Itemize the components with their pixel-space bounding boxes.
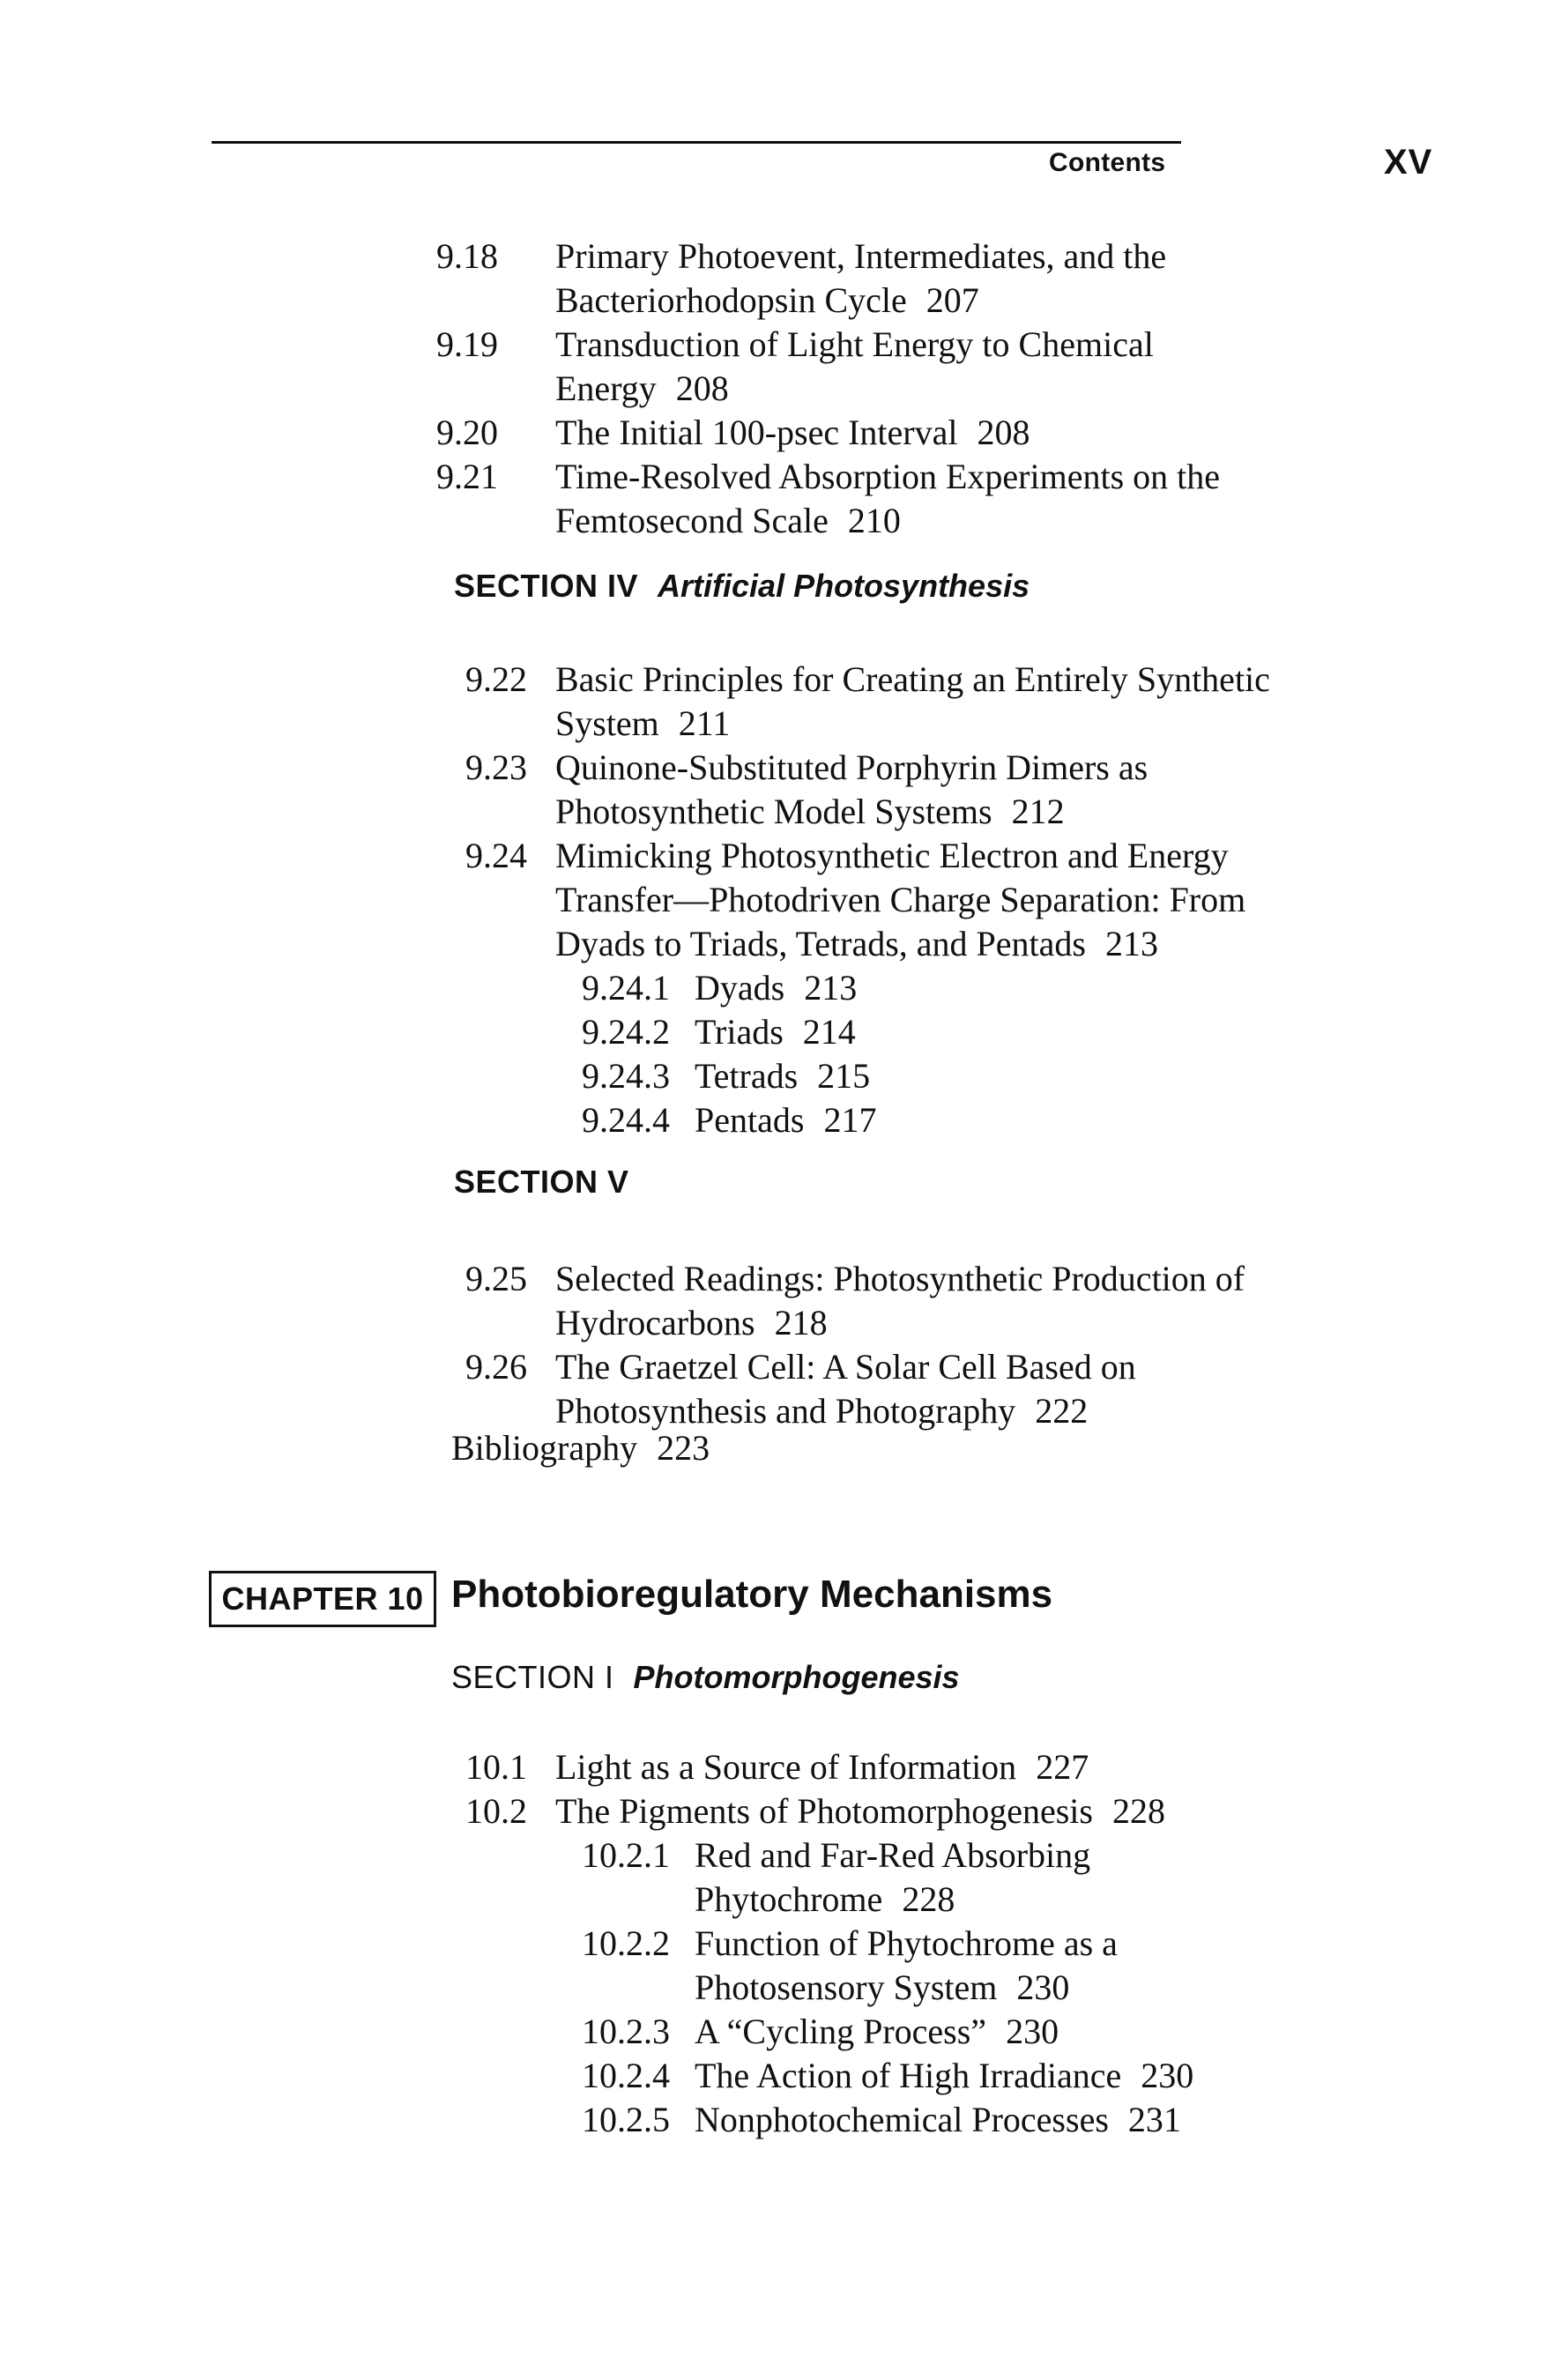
chapter-title: Photobioregulatory Mechanisms (451, 1573, 1053, 1616)
toc-entry-title: The Graetzel Cell: A Solar Cell Based on (555, 1347, 1136, 1387)
bibliography-page: 223 (657, 1428, 710, 1468)
toc-entry-page: 210 (847, 501, 901, 540)
toc-entry-title: Transduction of Light Energy to Chemical (555, 324, 1154, 364)
toc-entry-number: 10.1 (465, 1747, 527, 1787)
toc-subentry-title: Dyads (695, 968, 785, 1008)
toc-entry-page: 213 (1105, 924, 1158, 963)
toc-entry-title: Time-Resolved Absorption Experiments on the (555, 457, 1221, 496)
toc-subentry-number: 9.24.4 (582, 1100, 670, 1140)
toc-entry-number: 9.21 (436, 457, 498, 496)
section-title: Artificial Photosynthesis (658, 568, 1030, 604)
toc-entry-title: Bacteriorhodopsin Cycle (555, 280, 907, 320)
toc-subentry-title: The Action of High Irradiance (695, 2056, 1122, 2095)
toc-entry-number: 10.2 (465, 1791, 527, 1831)
header-rule (212, 141, 1181, 144)
toc-entry-title: Quinone-Substituted Porphyrin Dimers as (555, 747, 1148, 787)
section-heading (454, 1164, 629, 1201)
toc-entry-title: Light as a Source of Information (555, 1747, 1017, 1787)
page-folio: XV (1384, 143, 1433, 182)
toc-subentry-number: 9.24.1 (582, 968, 670, 1008)
section-heading (451, 1659, 960, 1696)
toc-subentry-title: A “Cycling Process” (695, 2012, 987, 2051)
toc-entry-title: The Pigments of Photomorphogenesis (555, 1791, 1093, 1831)
toc-bibliography (451, 1426, 710, 1470)
section-label: SECTION V (454, 1164, 629, 1200)
toc-entry-page: 211 (678, 703, 731, 743)
section-title: Photomorphogenesis (633, 1659, 960, 1695)
toc-entry-page: 218 (774, 1303, 828, 1342)
toc-subentry-number: 9.24.2 (582, 1012, 670, 1052)
toc-subentry-page: 230 (1141, 2056, 1194, 2095)
toc-subentry-title: Photosensory System (695, 1967, 998, 2007)
toc-entry-page: 208 (977, 413, 1030, 452)
toc-entry-title: Mimicking Photosynthetic Electron and Energy (555, 836, 1229, 875)
toc-subentry-number: 10.2.3 (582, 2012, 670, 2051)
toc-subentry-page: 215 (817, 1056, 871, 1096)
section-label: SECTION IV (454, 568, 639, 604)
toc-subentry-title: Red and Far-Red Absorbing (695, 1835, 1091, 1875)
toc-subentry-title: Phytochrome (695, 1879, 883, 1919)
toc-entry-page: 222 (1035, 1391, 1089, 1431)
toc-subentry-page: 228 (902, 1879, 955, 1919)
toc-subentry-number: 10.2.2 (582, 1923, 670, 1963)
toc-subentry-number: 10.2.1 (582, 1835, 670, 1875)
toc-subentry-title: Triads (695, 1012, 784, 1052)
toc-entry-page: 212 (1011, 792, 1065, 831)
toc-entry-number: 9.24 (465, 836, 527, 875)
toc-entry-title: The Initial 100-psec Interval (555, 413, 958, 452)
toc-subentry-number: 10.2.5 (582, 2100, 670, 2139)
toc-entry-title: Femtosecond Scale (555, 501, 829, 540)
toc-subentry-number: 9.24.3 (582, 1056, 670, 1096)
section-label: SECTION I (451, 1659, 614, 1695)
toc-entry-title: Energy (555, 368, 657, 408)
toc-entry-title: Hydrocarbons (555, 1303, 755, 1342)
toc-entry-title: Photosynthetic Model Systems (555, 792, 992, 831)
toc-subentry-page: 214 (802, 1012, 856, 1052)
chapter-label-box: CHAPTER 10 (209, 1571, 436, 1627)
running-head: Contents (1049, 148, 1166, 177)
toc-entry-title: Basic Principles for Creating an Entirely Synthetic (555, 659, 1270, 699)
toc-entry-title: Dyads to Triads, Tetrads, and Pentads (555, 924, 1086, 963)
toc-subentry-page: 230 (1016, 1967, 1070, 2007)
toc-entry-number: 9.18 (436, 236, 498, 276)
toc-entry-title: Selected Readings: Photosynthetic Production of (555, 1259, 1245, 1298)
toc-entry-number: 9.25 (465, 1259, 527, 1298)
toc-entry-number: 9.22 (465, 659, 527, 699)
toc-entry-page: 228 (1111, 1791, 1165, 1831)
toc-entry-title: Primary Photoevent, Intermediates, and the (555, 236, 1167, 276)
toc-subentry-page: 230 (1006, 2012, 1059, 2051)
toc-subentry-title: Pentads (695, 1100, 805, 1140)
toc-subentry-title: Nonphotochemical Processes (695, 2100, 1109, 2139)
toc-subentry-page: 213 (804, 968, 858, 1008)
bibliography-label: Bibliography (451, 1428, 638, 1468)
toc-subentry-title: Function of Phytochrome as a (695, 1923, 1118, 1963)
toc-entry-title: Photosynthesis and Photography (555, 1391, 1016, 1431)
toc-entry-title: System (555, 703, 659, 743)
toc-entry-page: 208 (675, 368, 729, 408)
toc-subentry-number: 10.2.4 (582, 2056, 670, 2095)
toc-entry-number: 9.20 (436, 413, 498, 452)
toc-subentry-page: 231 (1127, 2100, 1181, 2139)
toc-entry-title: Transfer—Photodriven Charge Separation: From (555, 880, 1246, 919)
toc-entry-page: 207 (925, 280, 979, 320)
toc-subentry-page: 217 (823, 1100, 877, 1140)
toc-subentry-title: Tetrads (695, 1056, 799, 1096)
toc-entry-number: 9.23 (465, 747, 527, 787)
toc-entry-number: 9.19 (436, 324, 498, 364)
toc-entry-page: 227 (1036, 1747, 1089, 1787)
toc-entry-number: 9.26 (465, 1347, 527, 1387)
section-heading (454, 568, 1030, 605)
